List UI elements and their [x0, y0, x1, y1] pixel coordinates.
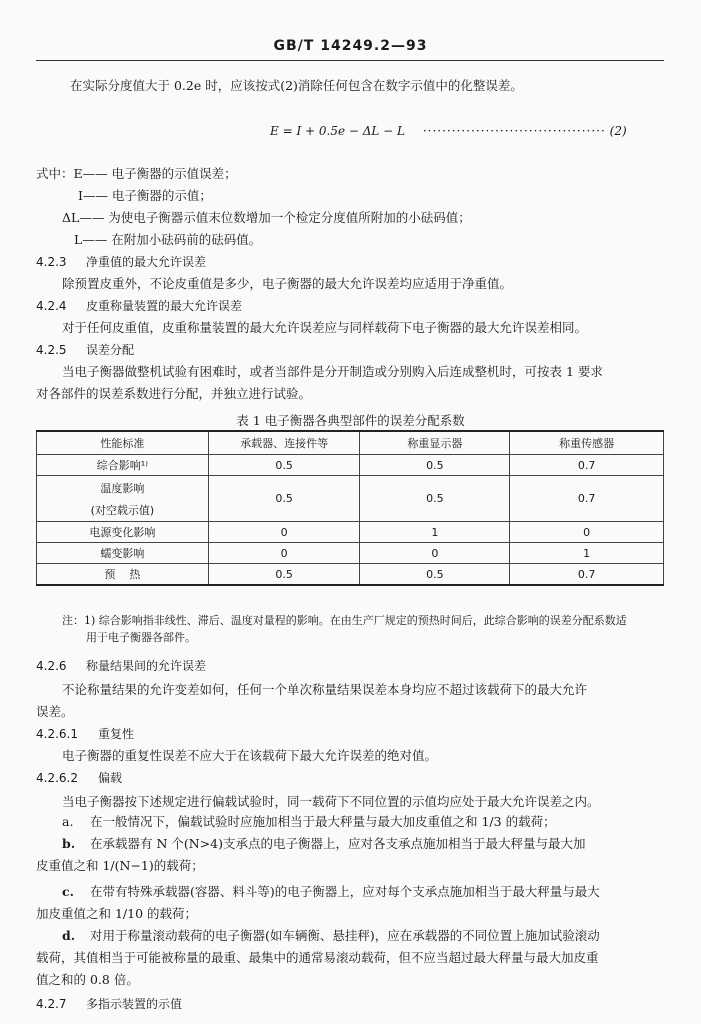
table-row [37, 455, 664, 476]
item-text: 对用于称量滚动载荷的电子衡器(如车辆衡、悬挂秤)，应在承载器的不同位置上施加试验滚动 [90, 928, 600, 943]
section-title: 误差分配 [86, 343, 135, 357]
row-label: 蠕变影响 [37, 543, 209, 564]
row-label: 电源变化影响 [37, 522, 209, 543]
table-cell: 0.5 [360, 564, 510, 586]
item-c-line2: 加皮重值之和 1/10 的载荷； [36, 906, 198, 921]
section-4-2-6-body-line2: 误差。 [36, 704, 74, 719]
item-d-line1 [62, 928, 600, 944]
table-cell: 0.5 [360, 476, 510, 522]
section-4-2-6-2-body: 当电子衡器按下述规定进行偏载试验时，同一载荷下不同位置的示值均应处于最大允许误差之内。 [62, 794, 600, 809]
section-title: 皮重称量装置的最大允许误差 [86, 299, 243, 313]
header-rule [36, 60, 664, 61]
section-4-2-4-body: 对于任何皮重值，皮重称量装置的最大允许误差应与同样载荷下电子衡器的最大允许误差相同。 [62, 320, 588, 335]
table-cell: 0.5 [208, 455, 360, 476]
section-4-2-6-1-body: 电子衡器的重复性误差不应大于在该载荷下最大允许误差的绝对值。 [62, 748, 438, 763]
table-row [37, 476, 664, 522]
table-cell: 0.7 [510, 476, 664, 522]
table-cell: 0 [360, 543, 510, 564]
where-line-L: L—— 在附加小砝码前的砝码值。 [74, 232, 262, 247]
where-line-dL: ΔL—— 为使电子衡器示值末位数增加一个检定分度值所附加的小砝码值； [62, 210, 471, 225]
item-d-line2: 载荷，其值相当于可能被称量的最重、最集中的通常易滚动载荷，但不应当超过最大秤量与最大加皮重 [36, 950, 599, 965]
item-marker: d. [62, 928, 76, 943]
table-cell: 1 [510, 543, 664, 564]
table-cell: 0.5 [208, 564, 360, 586]
formula-leader-dots: ······································ [422, 124, 606, 138]
section-4-2-5-heading [36, 342, 134, 358]
table-cell: 0.7 [510, 564, 664, 586]
section-number: 4.2.4 [36, 299, 67, 313]
section-number: 4.2.6.1 [36, 727, 78, 741]
item-text: 在一般情况下，偏载试验时应施加相当于最大秤量与最大加皮重值之和 1/3 的载荷； [90, 814, 556, 829]
item-marker: a. [62, 814, 74, 829]
section-4-2-5-body-line1: 当电子衡器做整机试验有困难时，或者当部件是分开制造或分别购入后连成整机时，可按表 1 要求 [62, 364, 603, 379]
item-text: 在承载器有 N 个(N>4)支承点的电子衡器上，应对各支承点施加相当于最大秤量与最大加 [90, 836, 586, 851]
table-header-cell: 称重传感器 [510, 431, 664, 455]
section-4-2-7-heading [36, 996, 182, 1012]
table-cell: 0.7 [510, 455, 664, 476]
table-caption: 表 1 电子衡器各典型部件的误差分配系数 [236, 413, 465, 428]
section-title: 偏载 [98, 771, 123, 785]
section-number: 4.2.6.2 [36, 771, 78, 785]
section-number: 4.2.3 [36, 255, 67, 269]
section-4-2-6-2-heading [36, 770, 122, 786]
row-label: 预 热 [37, 564, 209, 586]
section-4-2-3-body: 除预置皮重外，不论皮重值是多少，电子衡器的最大允许误差均应适用于净重值。 [62, 276, 513, 291]
formula-number: (2) [609, 124, 627, 138]
section-title: 多指示装置的示值 [86, 997, 183, 1011]
table-note [62, 612, 627, 646]
section-4-2-4-heading [36, 298, 242, 314]
table-cell: 0.5 [208, 476, 360, 522]
table-note-line1: 注：1) 综合影响指非线性、滞后、温度对量程的影响。在由生产厂规定的预热时间后，此综合影响的误差分配系数适 [62, 614, 627, 627]
table-cell: 0 [510, 522, 664, 543]
table-header-cell: 称重显示器 [360, 431, 510, 455]
table-cell: 0 [208, 522, 360, 543]
item-a [62, 814, 556, 830]
where-line-I: I—— 电子衡器的示值； [78, 188, 212, 203]
standard-header: GB/T 14249.2—93 [273, 38, 428, 54]
item-d-line3: 值之和的 0.8 倍。 [36, 972, 139, 987]
table-row [37, 522, 664, 543]
section-title: 净重值的最大允许误差 [86, 255, 207, 269]
section-title: 重复性 [98, 727, 135, 741]
section-4-2-6-heading [36, 658, 206, 674]
row-label [37, 476, 209, 522]
section-4-2-6-1-heading [36, 726, 134, 742]
row-label-line1: 温度影响 [100, 481, 145, 495]
item-b-line2: 皮重值之和 1/(N−1)的载荷； [36, 858, 204, 873]
section-title: 称量结果间的允许误差 [86, 659, 207, 673]
section-number: 4.2.7 [36, 997, 67, 1011]
error-allocation-table [36, 430, 664, 586]
section-number: 4.2.5 [36, 343, 67, 357]
item-b-line1 [62, 836, 586, 852]
section-4-2-5-body-line2: 对各部件的误差系数进行分配，并独立进行试验。 [36, 386, 312, 401]
table-row [37, 543, 664, 564]
formula-expression: E = I + 0.5e − ΔL − L [270, 124, 406, 138]
item-c-line1 [62, 884, 600, 900]
intro-paragraph: 在实际分度值大于 0.2e 时，应该按式(2)消除任何包含在数字示值中的化整误差。 [70, 78, 523, 93]
formula-2 [270, 124, 627, 138]
where-line-E: 式中：E—— 电子衡器的示值误差； [36, 166, 237, 181]
table-header-cell: 性能标准 [37, 431, 209, 455]
item-text: 在带有特殊承载器(容器、料斗等)的电子衡器上，应对每个支承点施加相当于最大秤量与最大 [90, 884, 600, 899]
section-number: 4.2.6 [36, 659, 67, 673]
item-marker: b. [62, 836, 76, 851]
row-label: 综合影响¹⁾ [37, 455, 209, 476]
table-note-line2: 用于电子衡器各部件。 [86, 631, 196, 644]
section-4-2-3-heading [36, 254, 206, 270]
section-4-2-6-body-line1: 不论称量结果的允许变差如何，任何一个单次称量结果误差本身均应不超过该载荷下的最大允许 [62, 682, 588, 697]
table-row [37, 564, 664, 586]
table-header-row [37, 431, 664, 455]
table-header-cell: 承载器、连接件等 [208, 431, 360, 455]
table-cell: 0 [208, 543, 360, 564]
table-cell: 1 [360, 522, 510, 543]
row-label-line2: (对空载示值) [90, 503, 155, 517]
item-marker: c. [62, 884, 74, 899]
table-cell: 0.5 [360, 455, 510, 476]
